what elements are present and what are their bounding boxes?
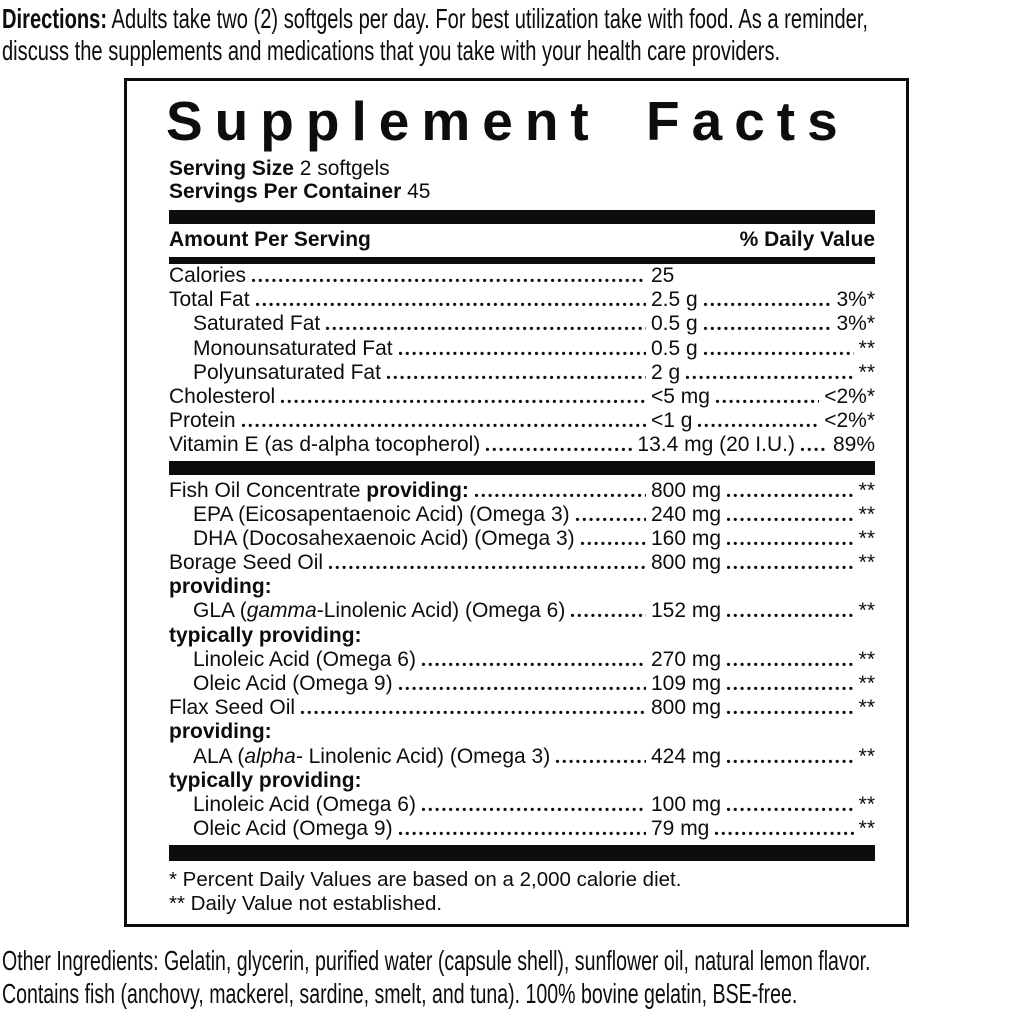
amount-value: 25 (651, 264, 675, 287)
divider-under-header (169, 257, 875, 264)
dot-leader (485, 433, 632, 457)
daily-value: ** (858, 551, 875, 575)
daily-value: 3%* (836, 288, 875, 312)
nutrient-label: Saturated Fat (193, 312, 321, 336)
nutrient-row (169, 817, 875, 841)
amount-value: 270 mg (651, 647, 722, 671)
amount-value: 160 mg (651, 526, 722, 550)
value-cell (651, 479, 875, 503)
dot-leader (726, 599, 854, 623)
nutrient-row (169, 551, 875, 575)
nutrient-label: Oleic Acid (Omega 9) (193, 672, 393, 695)
nutrient-label: Oleic Acid (Omega 9) (193, 817, 393, 841)
value-cell (651, 817, 875, 841)
amount-value: 79 mg (651, 817, 710, 841)
value-cell (651, 312, 875, 336)
nutrient-label: Borage Seed Oil (169, 551, 324, 575)
amount-value: 0.5 g (651, 312, 698, 336)
nutrient-label: Calories (169, 264, 247, 287)
nutrient-row (169, 599, 875, 623)
amount-value: 240 mg (651, 502, 722, 526)
dot-leader (800, 433, 828, 457)
value-cell (651, 385, 875, 409)
amount-value: 800 mg (651, 551, 722, 575)
dot-leader (421, 793, 646, 817)
divider-thick-top (169, 210, 875, 224)
value-cell (651, 745, 875, 769)
nutrient-label: Fish Oil Concentrate providing: (169, 478, 469, 502)
dot-leader (328, 551, 646, 575)
nutrient-row (169, 288, 875, 312)
nutrient-row (169, 696, 875, 720)
value-cell (651, 409, 875, 433)
nutrient-row (169, 433, 875, 457)
value-cell (651, 503, 875, 527)
dot-leader (251, 264, 646, 288)
amount-value: <1 g (651, 409, 693, 433)
amount-value: 800 mg (651, 478, 722, 502)
daily-value: ** (858, 336, 875, 360)
directions-line1-rest: Adults take two (2) softgels per day. For best utilization take with food. As a reminder, (111, 3, 869, 34)
servings-per-container-value: 45 (407, 179, 431, 203)
value-cell (651, 551, 875, 575)
section-divider (169, 461, 875, 475)
nutrient-label: Protein (169, 409, 236, 433)
nutrient-label: GLA (gamma-Linolenic Acid) (Omega 6) (193, 599, 566, 623)
daily-value-header: % Daily Value (739, 228, 875, 251)
dot-leader (726, 696, 854, 720)
dot-leader (726, 793, 854, 817)
group-heading-row (169, 769, 875, 793)
servings-per-container-label: Servings Per Container (169, 179, 402, 203)
value-cell (651, 599, 875, 623)
amount-value: 2 g (651, 360, 681, 384)
daily-value: <2%* (824, 409, 875, 433)
directions-label: Directions: (2, 3, 108, 34)
servings-per-container-line (169, 181, 875, 204)
nutrient-label: typically providing: (169, 623, 362, 647)
daily-value: ** (858, 502, 875, 526)
dot-leader (570, 599, 646, 623)
daily-value: ** (858, 526, 875, 550)
amount-value: 152 mg (651, 599, 722, 623)
daily-value: ** (858, 672, 875, 695)
daily-value: ** (858, 647, 875, 671)
daily-value: ** (858, 599, 875, 623)
value-cell (651, 793, 875, 817)
nutrient-label: Flax Seed Oil (169, 696, 296, 720)
nutrient-label: Polyunsaturated Fat (193, 360, 381, 384)
nutrient-label: ALA (alpha- Linolenic Acid) (Omega 3) (193, 744, 551, 768)
value-cell (651, 696, 875, 720)
amount-value: 2.5 g (651, 288, 698, 312)
dot-leader (685, 361, 853, 385)
group-heading-row (169, 624, 875, 648)
value-cell (651, 361, 875, 385)
dot-leader (726, 479, 854, 503)
daily-value: ** (858, 744, 875, 768)
amount-value: <5 mg (651, 384, 710, 408)
amount-per-serving-header: Amount Per Serving (169, 228, 371, 251)
amount-value: 109 mg (651, 672, 722, 695)
group-heading-row (169, 575, 875, 599)
directions-line2: discuss the supplements and medications that you take with your health care providers. (2, 35, 781, 66)
daily-value: ** (858, 478, 875, 502)
value-cell (651, 648, 875, 672)
nutrient-label: typically providing: (169, 768, 362, 792)
panel-title: Supplement Facts (166, 90, 850, 152)
footnote-not-established: ** Daily Value not established. (169, 891, 443, 915)
nutrient-row (169, 672, 875, 696)
daily-value: ** (858, 696, 875, 720)
daily-value: 89% (832, 433, 875, 457)
nutrient-row (169, 745, 875, 769)
column-header-row (169, 224, 875, 257)
nutrient-label: Linoleic Acid (Omega 6) (193, 647, 416, 671)
nutrient-label: providing: (169, 575, 272, 599)
dot-leader (398, 817, 646, 841)
supplement-facts-panel (124, 78, 909, 927)
dot-leader (255, 288, 646, 312)
nutrient-row (169, 409, 875, 433)
nutrient-row (169, 337, 875, 361)
dot-leader (325, 312, 646, 336)
dot-leader (398, 672, 646, 696)
nutrient-row (169, 793, 875, 817)
nutrient-label: Monounsaturated Fat (193, 336, 393, 360)
nutrient-label: EPA (Eicosapentaenoic Acid) (Omega 3) (193, 502, 570, 526)
dot-leader (703, 337, 854, 361)
nutrient-label: providing: (169, 720, 272, 744)
dot-leader (398, 337, 646, 361)
daily-value: 3%* (836, 312, 875, 336)
value-cell (651, 672, 875, 696)
amount-value: 100 mg (651, 792, 722, 816)
footnotes (169, 868, 875, 915)
value-cell (651, 337, 875, 361)
dot-leader (241, 409, 646, 433)
divider-thick-bottom (169, 845, 875, 861)
value-cell (651, 527, 875, 551)
dot-leader (300, 696, 646, 720)
dot-leader (714, 817, 853, 841)
dot-leader (697, 409, 819, 433)
amount-value: 0.5 g (651, 336, 698, 360)
facts-rows (169, 264, 875, 841)
directions-text (2, 3, 1024, 67)
other-ingredients-line2: Contains fish (anchovy, mackerel, sardine, smelt, and tuna). 100% bovine gelatin, BSE-free. (2, 978, 798, 1010)
dot-leader (726, 551, 854, 575)
dot-leader (726, 503, 854, 527)
nutrient-row (169, 361, 875, 385)
dot-leader (474, 479, 646, 503)
dot-leader (726, 527, 854, 551)
dot-leader (726, 672, 854, 696)
dot-leader (703, 288, 832, 312)
dot-leader (703, 312, 832, 336)
value-cell (651, 264, 875, 288)
amount-value: 424 mg (651, 744, 722, 768)
serving-size-line (169, 158, 875, 181)
daily-value: ** (858, 360, 875, 384)
nutrient-row (169, 264, 875, 288)
dot-leader (575, 503, 646, 527)
nutrient-row (169, 385, 875, 409)
dot-leader (421, 648, 646, 672)
dot-leader (555, 745, 646, 769)
nutrient-row (169, 479, 875, 503)
dot-leader (726, 745, 854, 769)
directions-line1 (2, 3, 1024, 35)
dot-leader (726, 648, 854, 672)
nutrient-label: DHA (Docosahexaenoic Acid) (Omega 3) (193, 526, 575, 550)
amount-value: 800 mg (651, 696, 722, 720)
nutrient-row (169, 527, 875, 551)
other-ingredients-line1: Other Ingredients: Gelatin, glycerin, purified water (capsule shell), sunflower oil, natural lemon flavor. (2, 945, 871, 977)
group-heading-row (169, 720, 875, 744)
dot-leader (580, 527, 646, 551)
dot-leader (386, 361, 646, 385)
footnote-daily-values: * Percent Daily Values are based on a 2,000 calorie diet. (169, 868, 682, 892)
other-ingredients-text (2, 944, 1024, 1010)
serving-size-value: 2 softgels (299, 157, 390, 180)
serving-size-label: Serving Size (169, 157, 294, 180)
nutrient-label: Linoleic Acid (Omega 6) (193, 792, 416, 816)
value-cell (651, 288, 875, 312)
daily-value: ** (858, 792, 875, 816)
value-cell (637, 433, 875, 457)
nutrient-label: Cholesterol (169, 384, 276, 408)
nutrient-label: Vitamin E (as d-alpha tocopherol) (169, 433, 481, 457)
dot-leader (715, 385, 819, 409)
daily-value: <2%* (824, 384, 875, 408)
nutrient-row (169, 312, 875, 336)
daily-value: ** (858, 817, 875, 841)
nutrient-row (169, 648, 875, 672)
nutrient-row (169, 503, 875, 527)
nutrient-label: Total Fat (169, 288, 250, 312)
amount-value: 13.4 mg (20 I.U.) (637, 433, 795, 457)
dot-leader (280, 385, 646, 409)
